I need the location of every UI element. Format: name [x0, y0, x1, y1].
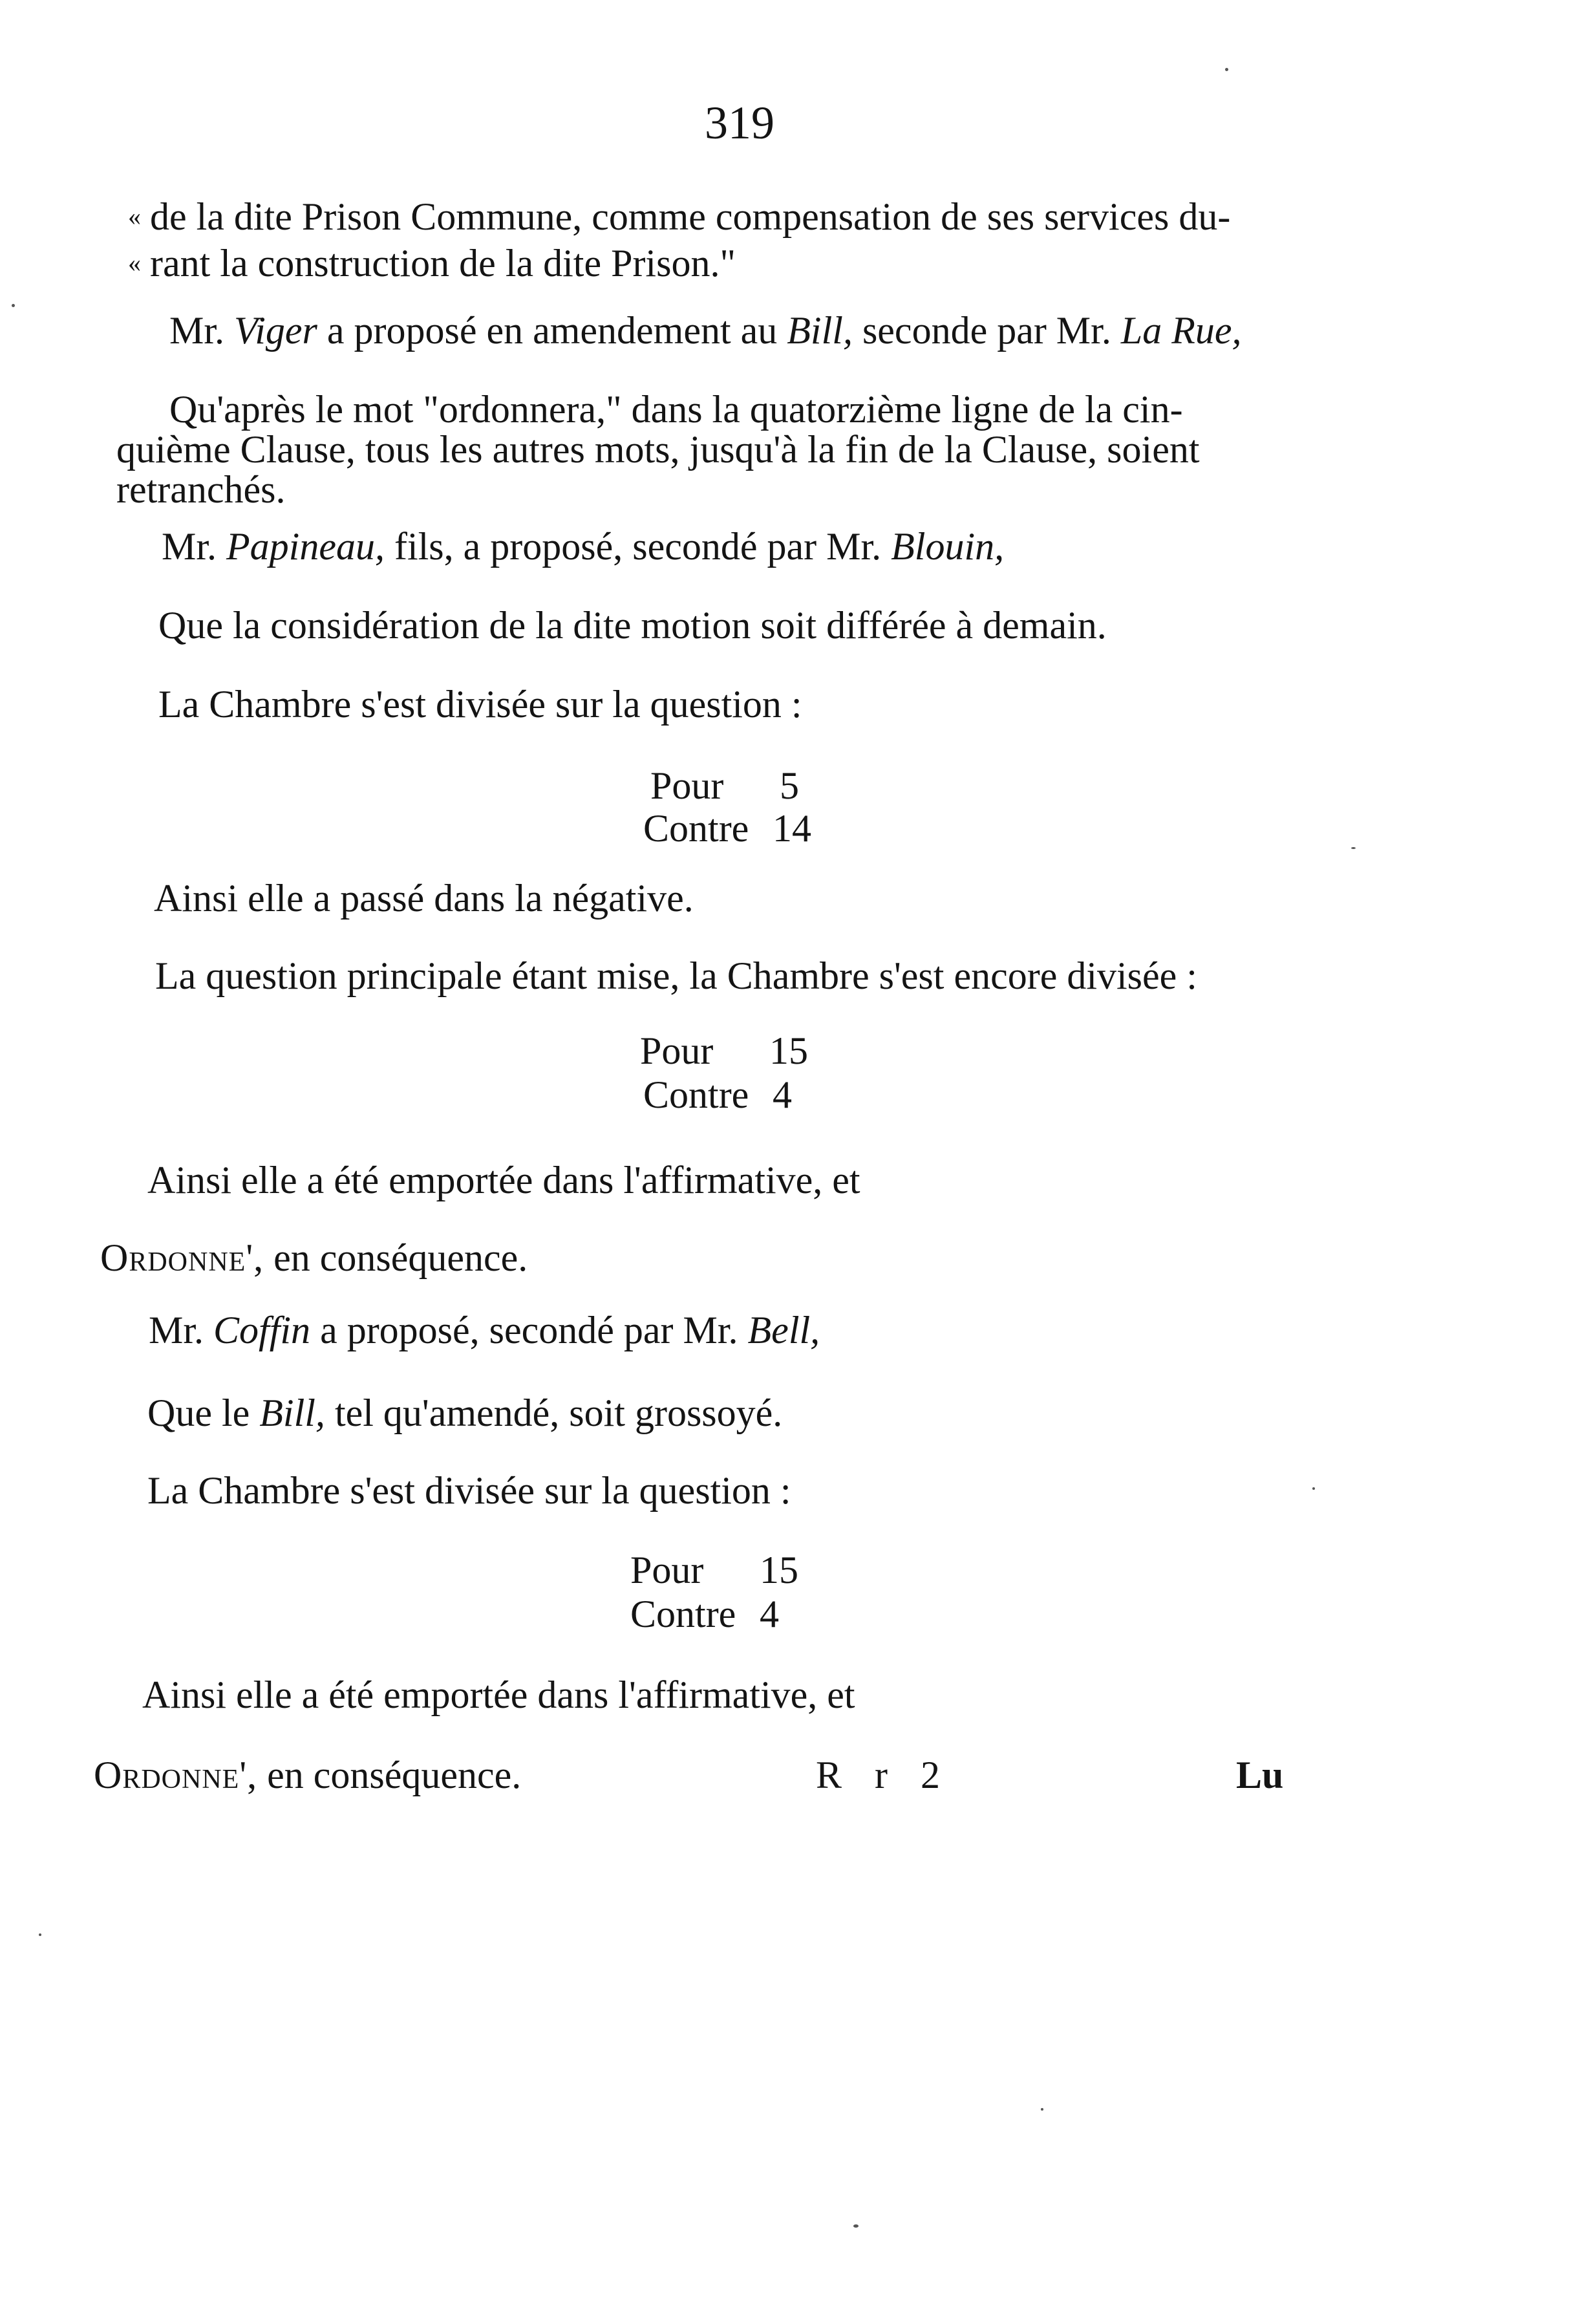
amendment-line-3: retranchés. — [116, 468, 286, 511]
seconder-name: Blouin, — [891, 525, 1005, 568]
open-quote-mark: « — [128, 248, 141, 277]
paper-speck — [1041, 2108, 1043, 2111]
quote-line-2: « rant la construction de la dite Prison." — [128, 242, 736, 285]
result-line-1: Ainsi elle a passé dans la négative. — [154, 877, 694, 920]
division-line-3: La Chambre s'est divisée sur la question : — [147, 1469, 791, 1512]
vote-pour-3: Pour 15 — [630, 1549, 798, 1591]
paper-speck — [1225, 68, 1228, 71]
seconder-name: Bell, — [747, 1309, 820, 1351]
open-quote-mark: « — [128, 202, 141, 231]
paper-speck — [12, 304, 15, 307]
vote-pour-2: Pour 15 — [640, 1029, 808, 1072]
motion-viger: Mr. Viger a proposé en amendement au Bill, seconde par Mr. La Rue, — [169, 309, 1242, 352]
signature-mark: R r 2 — [816, 1754, 952, 1796]
paper-speck — [1351, 847, 1356, 849]
paper-speck — [1312, 1487, 1315, 1490]
paper-speck — [39, 1933, 41, 1936]
amendment-line-1: Qu'après le mot "ordonnera," dans la quatorzième ligne de la cin- — [169, 388, 1183, 431]
result-line-2: Ainsi elle a été emportée dans l'affirmative, et — [147, 1159, 860, 1201]
motion-coffin: Mr. Coffin a proposé, secondé par Mr. Bell, — [149, 1309, 820, 1351]
catchword: Lu — [1236, 1754, 1284, 1796]
member-name: Viger — [234, 309, 317, 352]
page-number: 319 — [705, 97, 774, 149]
defer-motion: Que la considération de la dite motion soit différée à demain. — [158, 604, 1107, 647]
vote-pour-1: Pour 5 — [650, 764, 799, 807]
result-line-3: Ainsi elle a été emportée dans l'affirmative, et — [142, 1673, 855, 1716]
member-name: Coffin — [213, 1309, 311, 1351]
vote-contre-3: Contre 4 — [630, 1593, 779, 1635]
amendment-line-2: quième Clause, tous les autres mots, jusqu'à la fin de la Clause, soient — [116, 428, 1200, 471]
ordered-line-2: Ordonne', en conséquence. — [94, 1754, 522, 1796]
vote-contre-1: Contre 14 — [643, 807, 811, 850]
vote-contre-2: Contre 4 — [643, 1073, 792, 1116]
ordered-line-1: Ordonne', en conséquence. — [100, 1236, 528, 1279]
division-line-2: La question principale étant mise, la Chambre s'est encore divisée : — [155, 954, 1197, 997]
member-name: Papineau, — [226, 525, 385, 568]
quote-line-1: « de la dite Prison Commune, comme compensation de ses services du- — [128, 195, 1231, 238]
seconder-name: La Rue, — [1120, 309, 1242, 352]
paper-speck — [853, 2224, 859, 2228]
engross-motion: Que le Bill, tel qu'amendé, soit grossoyé. — [147, 1392, 783, 1434]
motion-papineau: Mr. Papineau, fils, a proposé, secondé par Mr. Blouin, — [162, 525, 1005, 568]
division-line-1: La Chambre s'est divisée sur la question : — [158, 683, 802, 726]
